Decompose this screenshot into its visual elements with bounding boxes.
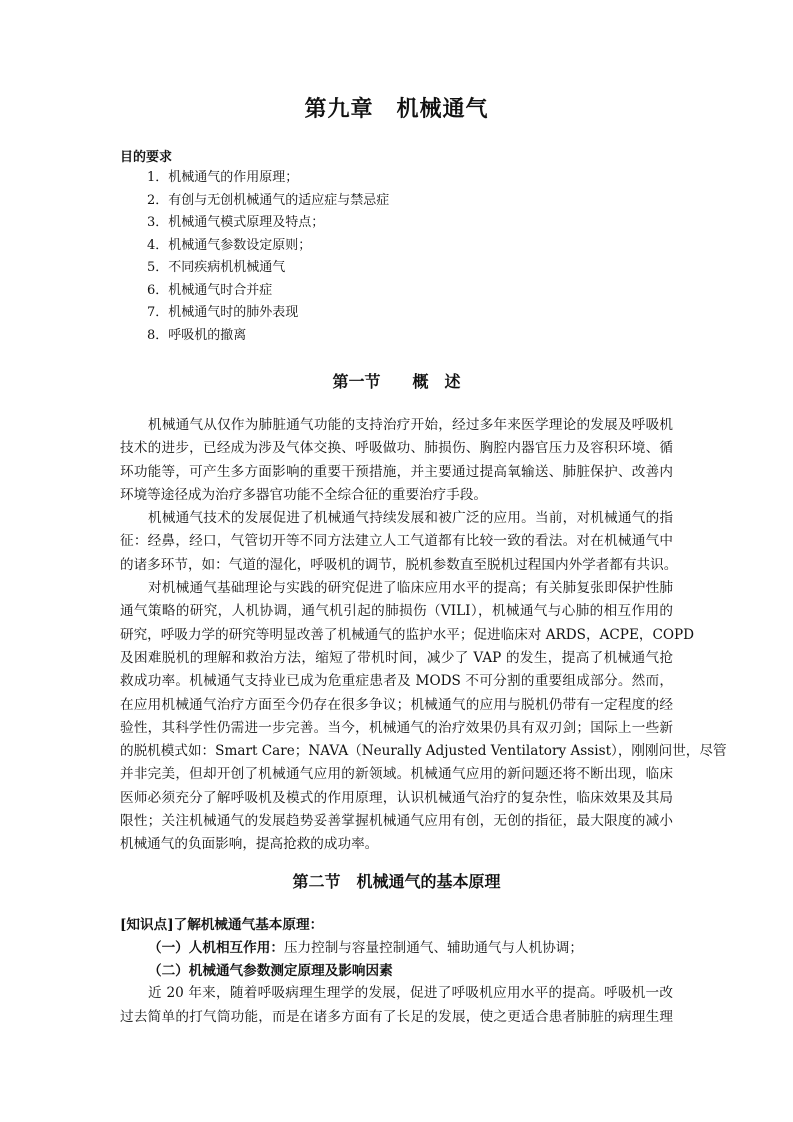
objective-item: 8．呼吸机的撤离 (147, 327, 247, 343)
objectives-label: 目的要求 (120, 150, 173, 165)
objective-item: 4．机械通气参数设定原则； (147, 237, 312, 253)
point-1-text: 压力控制与容量控制通气、辅助通气与人机协调； (283, 939, 583, 956)
text-line: 征：经鼻，经口，气管切开等不同方法建立人工气道都有比较一致的看法。对在机械通气中 (120, 533, 673, 550)
text-line: 及困难脱机的理解和救治方法，缩短了带机时间，减少了 VAP 的发生，提高了机械通气抢 (120, 649, 673, 666)
text-line: 机械通气从仅作为肺脏通气功能的支持治疗开始，经过多年来医学理论的发展及呼吸机 (148, 417, 673, 433)
objective-item: 1．机械通气的作用原理； (147, 170, 299, 185)
text-line: 环境等途径成为治疗多器官功能不全综合征的重要治疗手段。 (120, 486, 488, 503)
section1-body (120, 414, 727, 857)
paragraph (120, 507, 678, 577)
text-line: 在应用机械通气治疗方面至今仍存在很多争议；机械通气的应用与脱机仍带有一定程度的经 (120, 696, 673, 713)
objective-item: 2．有创与无创机械通气的适应症与禁忌症 (147, 192, 390, 208)
text-line: 近 20 年来，随着呼吸病理生理学的发展，促进了呼吸机应用水平的提高。呼吸机一改 (148, 985, 673, 1002)
text-line: 医师必须充分了解呼吸机及模式的作用原理，认识机械通气治疗的复杂性，临床效果及其局 (120, 789, 673, 806)
paragraph (120, 577, 727, 857)
text-line: 的诸多环节，如：气道的湿化，呼吸机的调节，脱机参数直至脱机过程国内外学者都有共识。 (120, 556, 678, 573)
objective-item: 3．机械通气模式原理及特点； (147, 215, 325, 230)
text-line: 并非完美，但却开创了机械通气应用的新领域。机械通气应用的新问题还将不断出现，临床 (120, 766, 673, 783)
text-line: 限性；关注机械通气的发展趋势妥善掌握机械通气应用有创，无创的指征，最大限度的减小 (120, 813, 673, 830)
text-line: 救成功率。机械通气支持业已成为危重症患者及 MODS 不可分割的重要组成部分。然而， (120, 673, 673, 690)
knowledge-point: [知识点]了解机械通气基本原理： (120, 917, 324, 933)
section2-title: 第二节 机械通气的基本原理 (292, 872, 501, 891)
section2-body (120, 914, 673, 1029)
text-line: 技术的进步，已经成为涉及气体交换、呼吸做功、肺损伤、胸腔内器官压力及容积环境、循 (120, 440, 673, 457)
text-line: 机械通气技术的发展促进了机械通气持续发展和被广泛的应用。当前，对机械通气的指 (148, 510, 673, 527)
objectives-list (147, 167, 389, 347)
section2-paragraph (120, 982, 673, 1029)
text-line: 通气策略的研究，人机协调，通气机引起的肺损伤（VILI），机械通气与心肺的相互作用的 (120, 603, 673, 620)
chapter-title: 第九章 机械通气 (304, 96, 489, 122)
paragraph (120, 982, 673, 1029)
text-line: 机械通气的负面影响，提高抢救的成功率。 (120, 836, 379, 853)
objective-item: 7．机械通气时的肺外表现 (147, 305, 299, 320)
text-line: 过去简单的打气筒功能，而是在诸多方面有了长足的发展，使之更适合患者肺脏的病理生理 (120, 1008, 673, 1025)
objective-item: 5．不同疾病机机械通气 (147, 260, 286, 275)
section1-title: 第一节 概 述 (332, 372, 461, 391)
point-2: （二）机械通气参数测定原理及影响因素 (148, 962, 393, 979)
objective-item: 6．机械通气时合并症 (147, 282, 273, 298)
text-line: 环功能等，可产生多方面影响的重要干预措施，并主要通过提高氧输送、肺脏保护、改善内 (120, 463, 673, 480)
paragraph (120, 414, 673, 507)
text-line: 研究，呼吸力学的研究等明显改善了机械通气的监护水平；促进临床对 ARDS，ACPE，COPD (120, 626, 695, 643)
point-1-label: （一）人机相互作用： (148, 939, 284, 956)
text-line: 验性，其科学性仍需进一步完善。当今，机械通气的治疗效果仍具有双刃剑；国际上一些新 (120, 719, 673, 736)
point-1 (120, 937, 673, 960)
text-line: 对机械通气基础理论与实践的研究促进了临床应用水平的提高；有关肺复张即保护性肺 (148, 580, 673, 597)
text-line: 的脱机模式如：Smart Care；NAVA（Neurally Adjusted Ventilatory Assist），刚刚问世，尽管 (120, 743, 727, 760)
